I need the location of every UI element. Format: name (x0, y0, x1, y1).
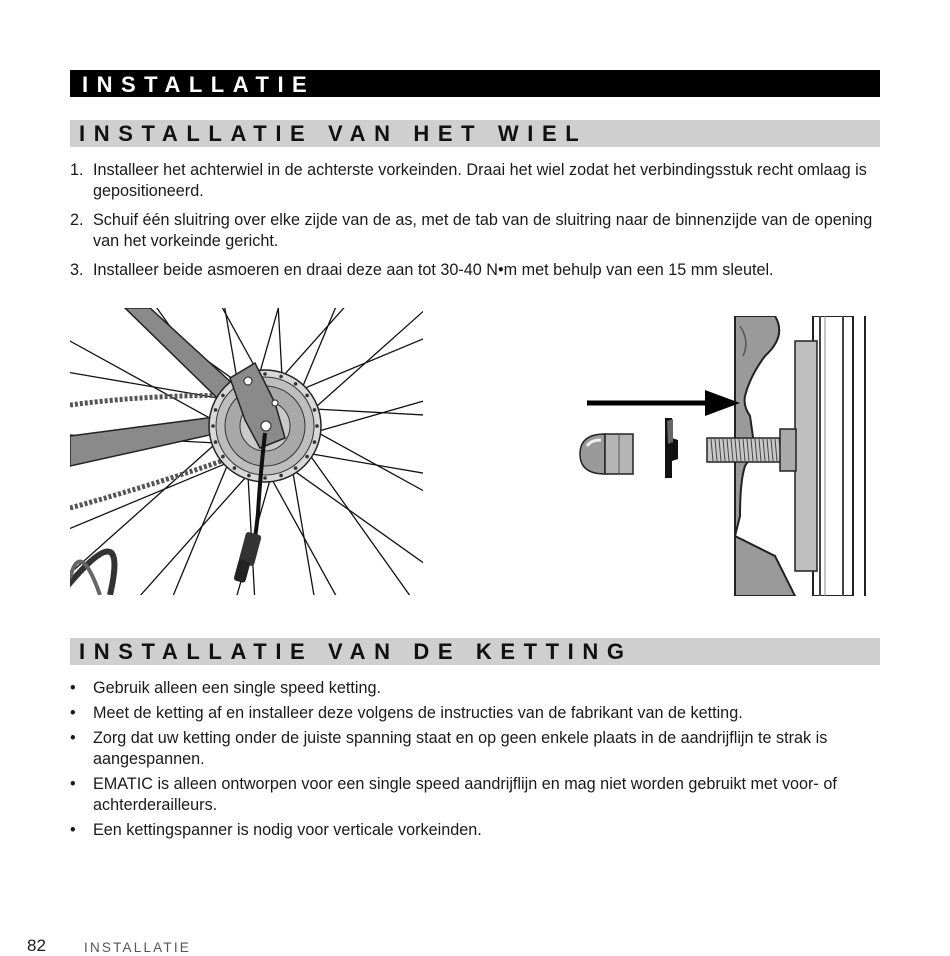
list-item (70, 774, 882, 816)
bullet-text: Gebruik alleen een single speed ketting. (93, 679, 381, 697)
chain-section-heading (70, 638, 880, 665)
bullet-text: EMATIC is alleen ontworpen voor een single speed aandrijflijn en mag niet worden gebruikt met voor- of achterderailleurs. (93, 775, 837, 814)
chain-section-title: INSTALLATIE VAN DE KETTING (79, 639, 633, 664)
bullet-text: Een kettingspanner is nodig voor verticale vorkeinden. (93, 821, 482, 839)
axle-nut-washer-illustration (575, 316, 875, 596)
bullet-marker: • (70, 679, 76, 697)
list-item (70, 703, 882, 724)
list-item (70, 260, 882, 281)
wheel-section-heading (70, 120, 880, 147)
list-item (70, 210, 882, 252)
list-item (70, 678, 882, 699)
chain-bullets-list (70, 678, 882, 845)
list-item (70, 160, 882, 202)
wheel-hub-illustration (70, 308, 423, 595)
wheel-steps-list (70, 160, 882, 289)
step-number: 1. (70, 161, 84, 179)
step-text: Schuif één sluitring over elke zijde van de as, met de tab van de sluitring naar de binnenzijde van de opening van het vorkeinde gericht. (93, 211, 873, 250)
bullet-marker: • (70, 704, 76, 722)
header-title: INSTALLATIE (82, 72, 316, 97)
list-item (70, 820, 882, 841)
wheel-section-title: INSTALLATIE VAN HET WIEL (79, 121, 588, 146)
step-number: 3. (70, 261, 84, 279)
footer-section-label: INSTALLATIE (84, 940, 191, 955)
step-text: Installeer het achterwiel in de achterste vorkeinden. Draai het wiel zodat het verbindingsstuk recht omlaag is gepositioneerd. (93, 161, 867, 200)
bullet-marker: • (70, 775, 76, 793)
bullet-text: Zorg dat uw ketting onder de juiste spanning staat en op geen enkele plaats in de aandrijflijn te strak is aangespannen. (93, 729, 828, 768)
page-number: 82 (27, 936, 46, 955)
step-text: Installeer beide asmoeren en draai deze aan tot 30-40 N•m met behulp van een 15 mm sleutel. (93, 261, 774, 279)
bullet-marker: • (70, 821, 76, 839)
bullet-marker: • (70, 729, 76, 747)
list-item (70, 728, 882, 770)
bullet-text: Meet de ketting af en installeer deze volgens de instructies van de fabrikant van de ketting. (93, 704, 743, 722)
step-number: 2. (70, 211, 84, 229)
header-bar (70, 70, 880, 97)
